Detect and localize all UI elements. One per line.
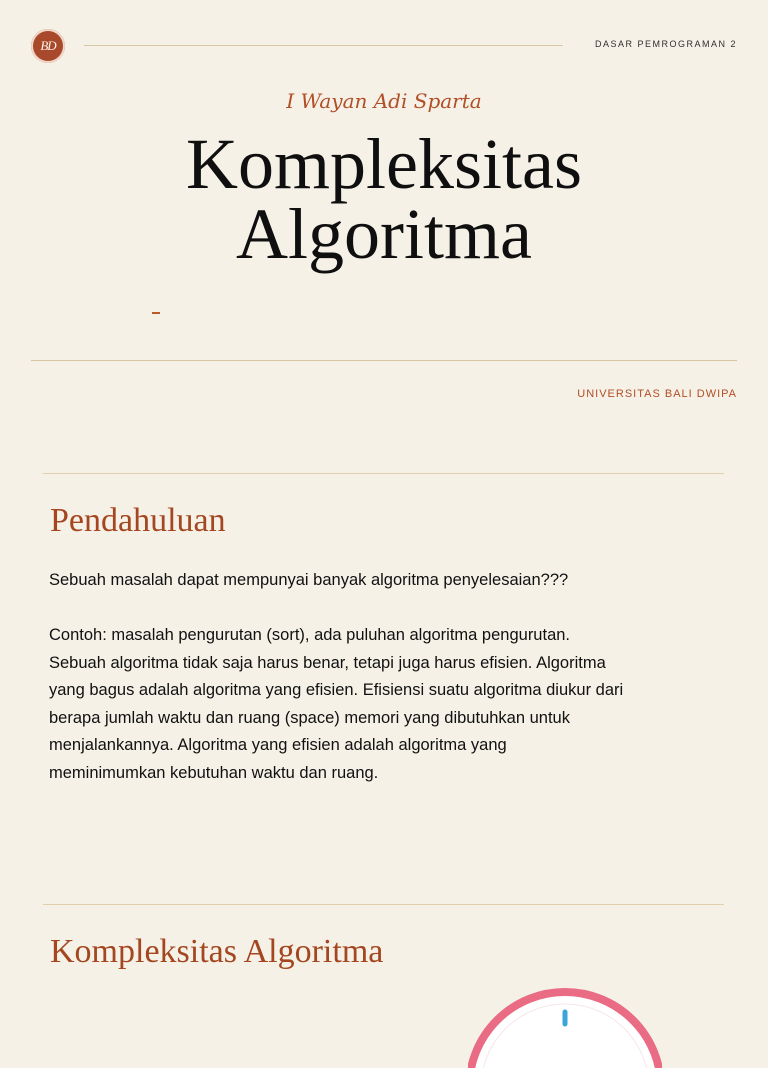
- university-label: UNIVERSITAS BALI DWIPA: [577, 388, 737, 400]
- paragraph-spacer: [49, 595, 623, 623]
- document-title-line-2: Algoritma: [236, 194, 532, 274]
- bd-monogram-icon: [31, 29, 65, 63]
- document-title-line-1: Kompleksitas: [186, 124, 582, 204]
- section-divider-complexity: [43, 904, 724, 905]
- intro-paragraph-2-line-2: Sebuah algoritma tidak saja harus benar, tetapi juga harus efisien. Algoritma: [49, 653, 606, 672]
- cropped-paragraph-hint: [49, 1012, 379, 1024]
- intro-paragraph-2-line-3: yang bagus adalah algoritma yang efisien. Efisiensi suatu algoritma diukur dari: [49, 681, 624, 699]
- intro-paragraph-2-line-5: menjalankannya. Algoritma yang efisien adalah algoritma yang: [49, 736, 507, 754]
- intro-paragraph-2-line-4: berapa jumlah waktu dan ruang (space) memori yang dibutuhkan untuk: [49, 708, 570, 727]
- top-divider: [84, 45, 563, 46]
- course-label: DASAR PEMROGRAMAN 2: [594, 39, 737, 49]
- intro-paragraph-2-line-1: Contoh: masalah pengurutan (sort), ada puluhan algoritma pengurutan.: [49, 626, 571, 644]
- clock-icon: [468, 984, 662, 1068]
- section-title-complexity: Kompleksitas Algoritma: [50, 933, 384, 970]
- header-divider: [31, 360, 737, 361]
- intro-paragraph-2-line-6: meminimumkan kebutuhan waktu dan ruang.: [49, 763, 379, 782]
- section-title-intro: Pendahuluan: [50, 502, 226, 539]
- logo-text: BD: [40, 38, 56, 53]
- document-title: [0, 124, 768, 274]
- author-name: I Wayan Adi Sparta: [286, 89, 482, 113]
- intro-paragraph-1: Sebuah masalah dapat mempunyai banyak algoritma penyelesaian???: [49, 571, 569, 589]
- section-divider-intro: [43, 473, 724, 474]
- decorative-dash: [152, 312, 160, 314]
- intro-body: [49, 567, 623, 787]
